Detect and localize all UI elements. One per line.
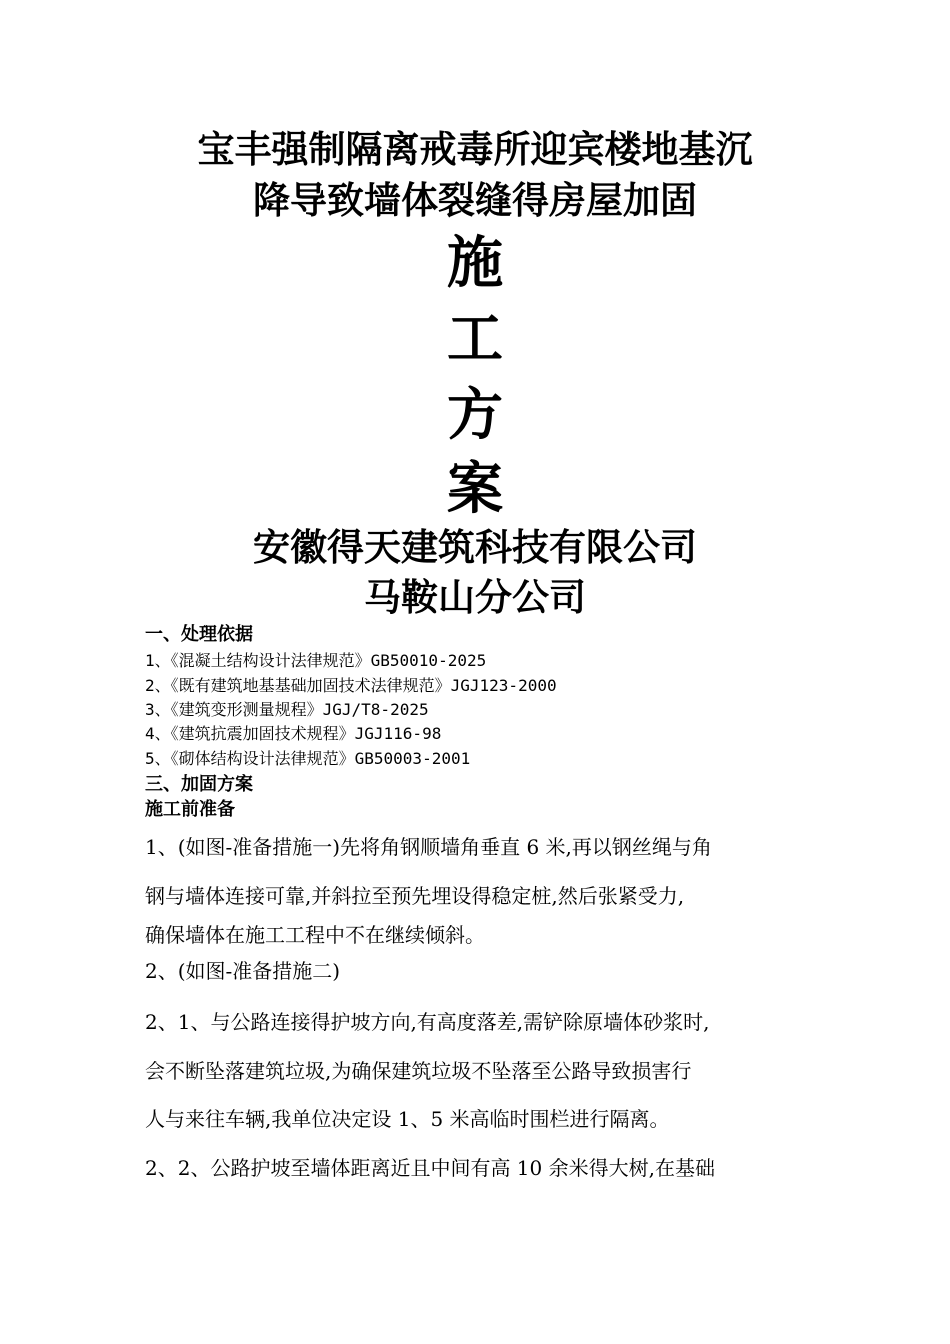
section-heading-plan: 三、加固方案: [145, 774, 253, 795]
document-title-line-2: 降导致墙体裂缝得房屋加固: [253, 179, 697, 222]
paragraph-line: 2、2、公路护坡至墙体距离近且中间有高 10 余米得大树,在基础: [145, 1156, 715, 1180]
paragraph-line: 1、(如图-准备措施一)先将角钢顺墙角垂直 6 米,再以钢丝绳与角: [145, 835, 712, 859]
reference-item: 5、《砌体结构设计法律规范》GB50003-2001: [145, 749, 471, 768]
paragraph-line: 会不断坠落建筑垃圾,为确保建筑垃圾不坠落至公路导致损害行: [145, 1059, 692, 1083]
plan-char-1: 施: [447, 231, 503, 296]
plan-char-3: 方: [447, 383, 503, 448]
reference-item: 1、《混凝土结构设计法律规范》GB50010-2025: [145, 651, 487, 670]
plan-char-4: 案: [447, 457, 503, 522]
reference-item: 4、《建筑抗震加固技术规程》JGJ116-98: [145, 724, 442, 743]
paragraph-line: 钢与墙体连接可靠,并斜拉至预先埋设得稳定桩,然后张紧受力,: [145, 884, 685, 908]
subheading-preparation: 施工前准备: [145, 799, 235, 820]
section-heading-basis: 一、处理依据: [145, 624, 253, 645]
company-name: 安徽得天建筑科技有限公司: [253, 526, 697, 569]
paragraph-line: 2、1、与公路连接得护坡方向,有高度落差,需铲除原墙体砂浆时,: [145, 1010, 710, 1034]
company-branch: 马鞍山分公司: [364, 576, 586, 619]
paragraph-line: 2、(如图-准备措施二): [145, 959, 341, 983]
paragraph-line: 人与来往车辆,我单位决定设 1、5 米高临时围栏进行隔离。: [145, 1107, 670, 1131]
reference-item: 3、《建筑变形测量规程》JGJ/T8-2025: [145, 700, 429, 719]
plan-char-2: 工: [447, 307, 503, 372]
paragraph-line: 确保墙体在施工工程中不在继续倾斜。: [145, 923, 485, 947]
document-title-line-1: 宝丰强制隔离戒毒所迎宾楼地基沉: [197, 128, 753, 171]
reference-item: 2、《既有建筑地基基础加固技术法律规范》JGJ123-2000: [145, 676, 557, 695]
